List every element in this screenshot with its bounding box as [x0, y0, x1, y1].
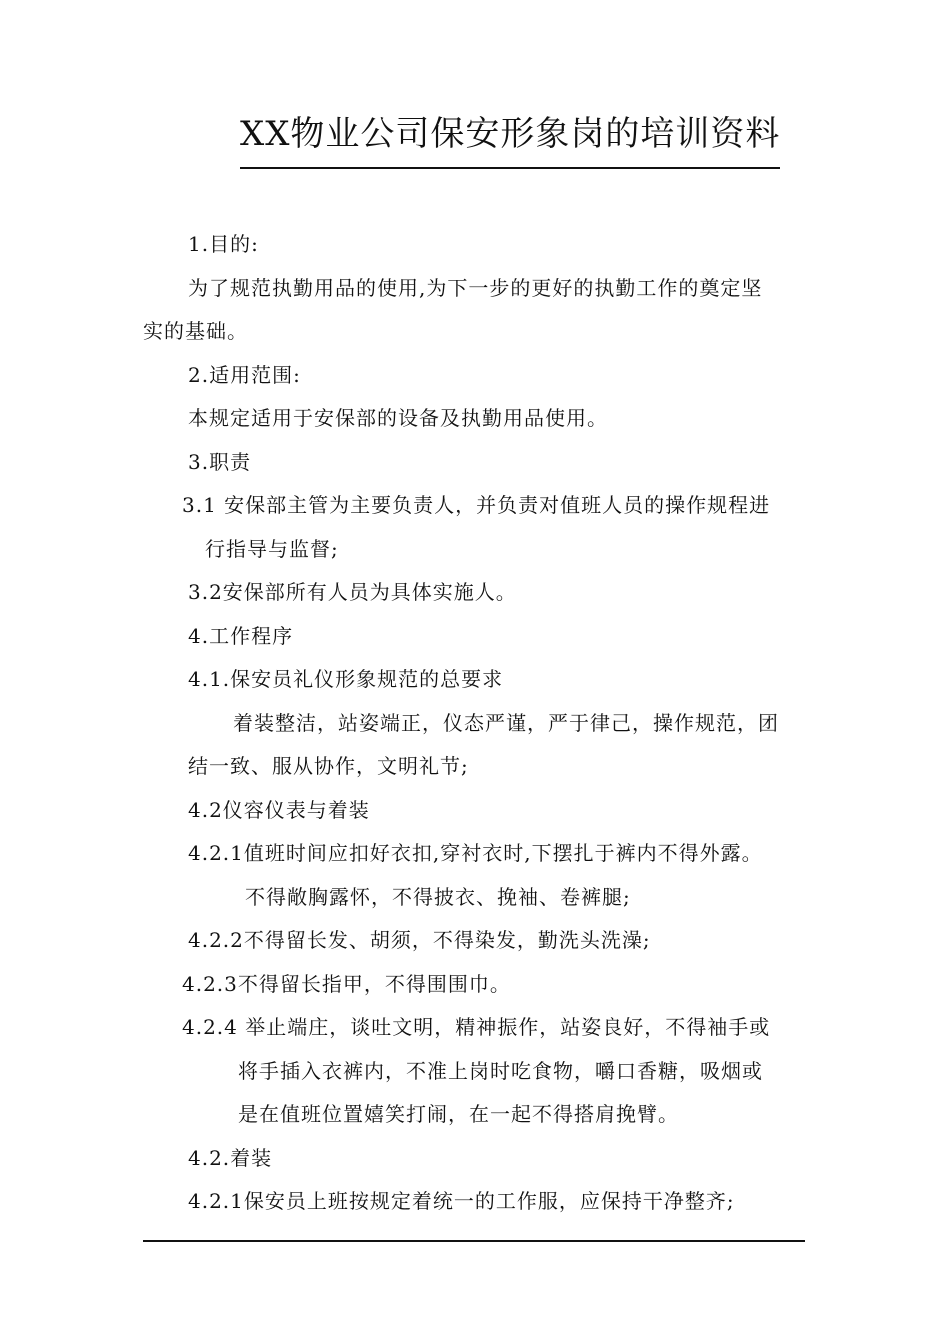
procedure-4-1-line-2: 结一致、服从协作，文明礼节; [188, 754, 469, 778]
section-procedure-heading: 4.工作程序 [188, 624, 294, 648]
document-title: XX物业公司保安形象岗的培训资料 [240, 114, 781, 154]
procedure-4-1-line-1: 着装整洁，站姿端正，仪态严谨，严于律己，操作规范，团 [233, 711, 779, 735]
duty-3-1-line-1: 3.1 安保部主管为主要负责人，并负责对值班人员的操作规程进 [182, 493, 771, 517]
purpose-text-line-1: 为了规范执勤用品的使用,为下一步的更好的执勤工作的奠定坚 [188, 276, 763, 300]
duty-3-1-line-2: 行指导与监督; [205, 537, 339, 561]
rule-4-2-4-line-2: 将手插入衣裤内，不准上岗时吃食物，嚼口香糖，吸烟或 [238, 1059, 763, 1083]
section-duties-heading: 3.职责 [188, 450, 252, 474]
footer-rule [143, 1240, 805, 1242]
procedure-4-1-heading: 4.1.保安员礼仪形象规范的总要求 [188, 667, 504, 691]
purpose-text-line-2: 实的基础。 [143, 319, 248, 343]
duty-3-2: 3.2安保部所有人员为具体实施人。 [188, 580, 517, 604]
rule-4-2-4-line-1: 4.2.4 举止端庄，谈吐文明，精神振作，站姿良好，不得袖手或 [182, 1015, 771, 1039]
section-scope-heading: 2.适用范围: [188, 363, 301, 387]
scope-text: 本规定适用于安保部的设备及执勤用品使用。 [188, 406, 608, 430]
rule-4-2-1-line-1: 4.2.1值班时间应扣好衣扣,穿衬衣时,下摆扎于裤内不得外露。 [188, 841, 763, 865]
procedure-4-2-heading: 4.2仪容仪表与着装 [188, 798, 370, 822]
section-purpose-heading: 1.目的: [188, 232, 259, 256]
dress-4-2-1: 4.2.1保安员上班按规定着统一的工作服，应保持干净整齐; [188, 1189, 735, 1213]
rule-4-2-2: 4.2.2不得留长发、胡须，不得染发，勤洗头洗澡; [188, 928, 651, 952]
rule-4-2-3: 4.2.3不得留长指甲，不得围围巾。 [182, 972, 511, 996]
dress-heading: 4.2.着装 [188, 1146, 273, 1170]
rule-4-2-4-line-3: 是在值班位置嬉笑打闹，在一起不得搭肩挽臂。 [238, 1102, 679, 1126]
rule-4-2-1-line-2: 不得敞胸露怀，不得披衣、挽袖、卷裤腿; [245, 885, 631, 909]
title-underline [240, 167, 780, 169]
